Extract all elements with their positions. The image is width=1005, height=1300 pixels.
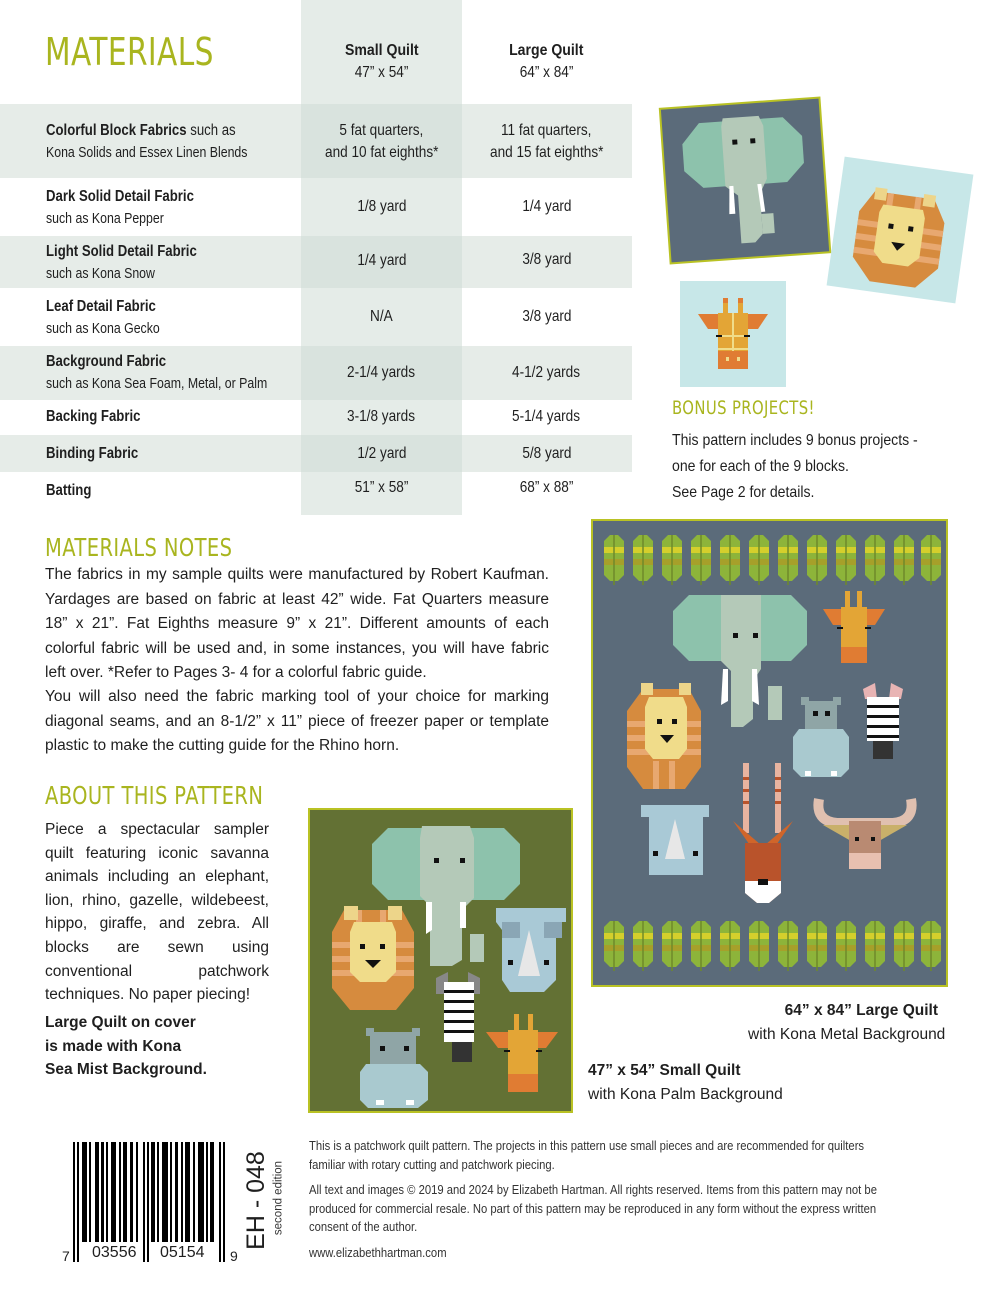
about-pattern-heading: ABOUT THIS PATTERN <box>45 781 264 810</box>
lion-block-image <box>825 155 975 305</box>
cover-note: Large Quilt on cover is made with Kona Sea Mist Background. <box>45 1014 207 1078</box>
small-quilt-image <box>308 808 573 1113</box>
wildebeest <box>818 799 911 869</box>
bonus-projects-heading: BONUS PROJECTS! <box>672 397 815 419</box>
column-header-large-quilt: Large Quilt 64” x 84” <box>509 42 584 81</box>
legal-text: This is a patchwork quilt pattern. The projects in this pattern use small pieces and are recommended for quilters familiar with rotary cutting and patchwork piecing. All text and images © 2019 and 2024 by Elizabeth Hartman. All rights reserved. Items from this pattern may not be produced for commercial resale. No part of this pattern may be reproduced in any form without the express written consent of the author. www.elizabethhartman.com <box>309 1139 877 1260</box>
gazelle <box>733 763 793 903</box>
giraffe <box>823 591 885 663</box>
large-quilt-caption: 64” x 84” Large Quilt with Kona Metal Background <box>748 1002 946 1043</box>
giraffe <box>486 1014 558 1092</box>
materials-heading: MATERIALS <box>45 30 214 74</box>
rhino <box>641 805 709 875</box>
lion <box>332 906 414 1010</box>
about-pattern-text: Piece a spectacular sampler quilt featuring iconic savanna animals including an elephant, lion, rhino, gazelle, wildebeest, hippo, giraffe, and zebra. All blocks are sewn using conventional patchwork techniques. No paper piecing! <box>45 821 269 1004</box>
giraffe-block-image <box>680 281 786 387</box>
rhino <box>496 908 566 992</box>
website-link[interactable]: www.elizabethhartman.com <box>309 1245 447 1260</box>
materials-notes-paragraph-2: You will also need the fabric marking tool of your choice for marking diagonal seams, and an 8-1/2” x 11” piece of freezer paper or template plastic to make the cutting guide for the Rhino horn. <box>45 688 549 754</box>
large-quilt-image <box>591 519 948 987</box>
small-quilt-caption: 47” x 54” Small Quilt with Kona Palm Background <box>588 1062 783 1103</box>
materials-notes-heading: MATERIALS NOTES <box>45 533 233 562</box>
lion <box>627 683 701 789</box>
elephant-block-image <box>655 95 835 265</box>
pattern-code: EH - 048 second edition <box>242 1151 285 1250</box>
leaf-row-top <box>604 535 941 585</box>
zebra <box>436 972 480 1062</box>
leaf-row-bottom <box>604 921 941 971</box>
column-header-small-quilt: Small Quilt 47” x 54” <box>344 42 419 81</box>
bonus-projects-text: This pattern includes 9 bonus projects - one for each of the 9 blocks. See Page 2 for details. <box>672 432 918 501</box>
zebra <box>863 683 903 759</box>
materials-notes-paragraph-1: The fabrics in my sample quilts were manufactured by Robert Kaufman. Yardages are based on fabric at least 42” wide. Fat Quarters measure 18” x 21”. Fat Eighths measure 9” x 21”. Different amounts of each colorful fabric will be used and, in some instances, you will have fabric left over. *Refer to Pages 3- 4 for a colorful fabric guide. <box>45 566 549 681</box>
hippo <box>793 697 849 777</box>
hippo <box>360 1028 428 1108</box>
